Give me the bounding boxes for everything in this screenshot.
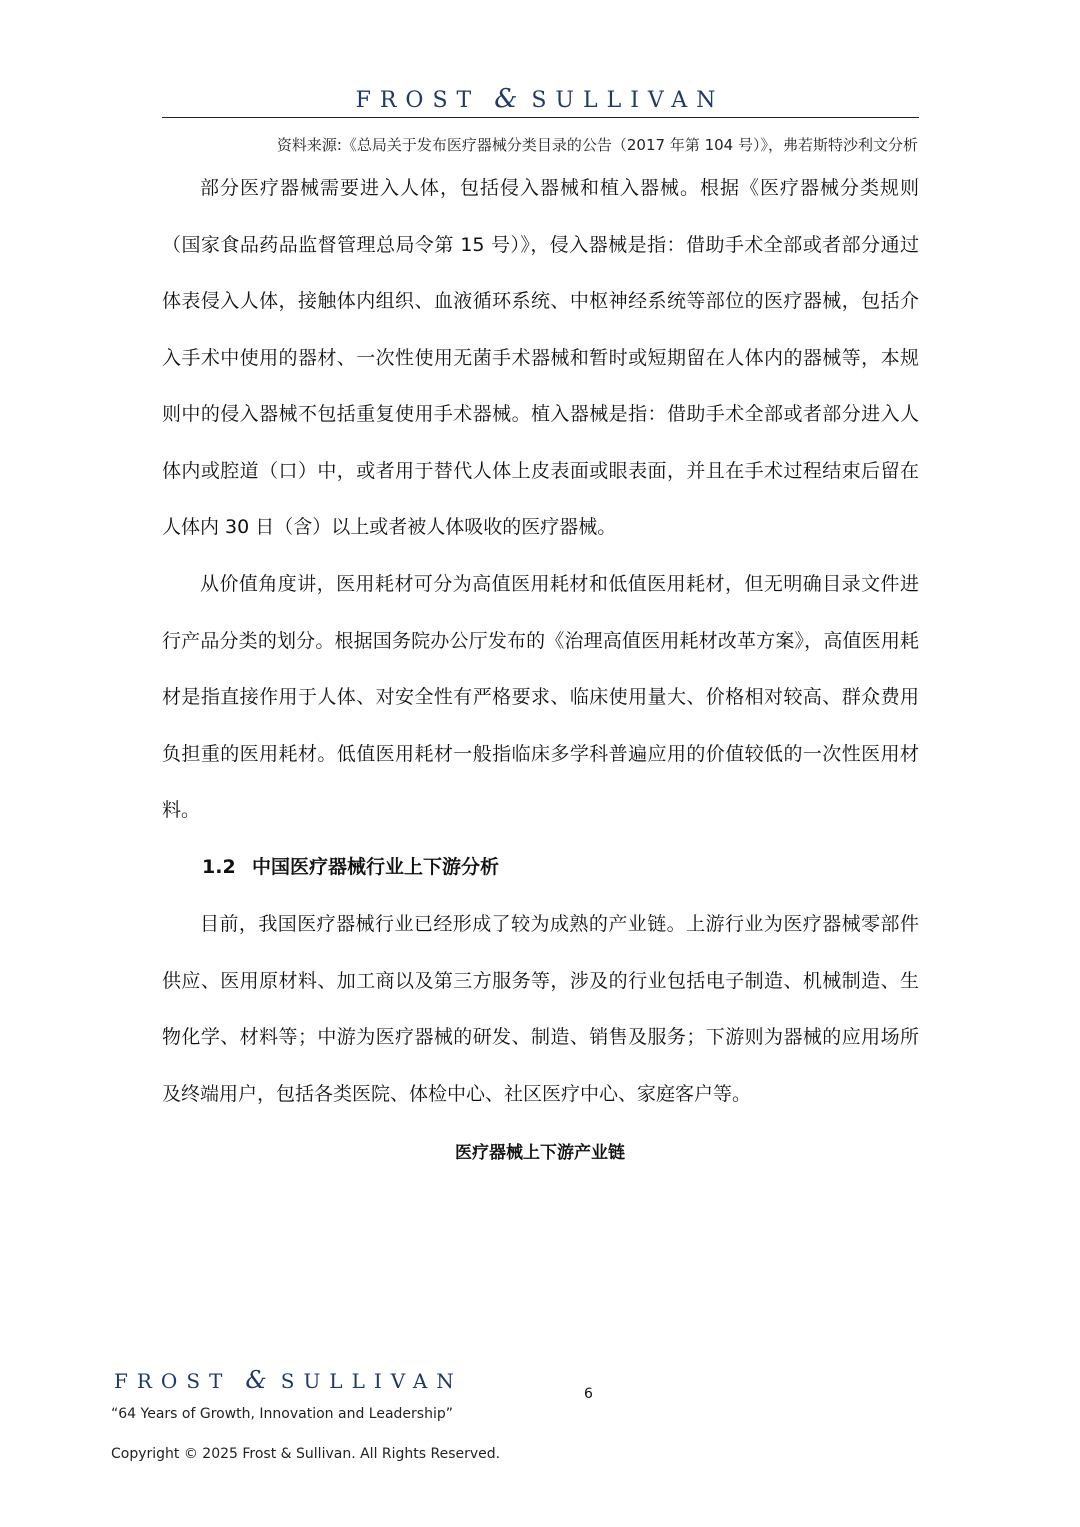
header-divider (162, 117, 919, 118)
paragraph-industry-chain: 目前，我国医疗器械行业已经形成了较为成熟的产业链。上游行业为医疗器械零部件供应、医用原材料、加工商以及第三方服务等，涉及的行业包括电子制造、机械制造、生物化学、材料等；中游为医疗器械的研发、制造、销售及服务；下游则为器械的应用场所及终端用户，包括各类医院、体检中心、社区医疗中心、家庭客户等。 (162, 913, 919, 1105)
header-logo-ampersand: & (494, 84, 518, 114)
footer-tagline: “64 Years of Growth, Innovation and Leadership” (111, 1406, 453, 1422)
paragraph-invasive-devices: 部分医疗器械需要进入人体，包括侵入器械和植入器械。根据《医疗器械分类规则（国家食品药品监督管理总局令第 15 号）》，侵入器械是指：借助手术全部或者部分通过体表侵入人体，接触体内组织、血液循环系统、中枢神经系统等部位的医疗器械，包括介入手术中使用的器材、一次性使用无菌手术器械和暂时或短期留在人体内的器械等，本规则中的侵入器械不包括重复使用手术器械。植入器械是指：借助手术全部或者部分进入人体内或腔道（口）中，或者用于替代人体上皮表面或眼表面，并且在手术过程结束后留在人体内 30 日（含）以上或者被人体吸收的医疗器械。 (162, 177, 919, 538)
paragraph-consumables-value: 从价值角度讲，医用耗材可分为高值医用耗材和低值医用耗材，但无明确目录文件进行产品分类的划分。根据国务院办公厅发布的《治理高值医用耗材改革方案》，高值医用耗材是指直接作用于人体、对安全性有严格要求、临床使用量大、价格相对较高、群众费用负担重的医用耗材。低值医用耗材一般指临床多学科普遍应用的价值较低的一次性医用材料。 (162, 573, 919, 821)
source-note: 资料来源:《总局关于发布医疗器械分类目录的公告（2017 年第 104 号）》，弗若斯特沙利文分析 (276, 136, 918, 154)
figure-title: 医疗器械上下游产业链 (455, 1143, 625, 1163)
section-heading (202, 852, 499, 879)
footer-copyright: Copyright © 2025 Frost & Sullivan. All Rights Reserved. (111, 1446, 501, 1462)
header-logo-sullivan: SULLIVAN (531, 88, 725, 113)
footer-logo-ampersand: & (245, 1366, 267, 1394)
footer-logo-frost: FROST (114, 1369, 232, 1393)
footer-logo-sullivan: SULLIVAN (280, 1369, 463, 1393)
section-number: 1.2 (202, 856, 236, 878)
header-logo (0, 84, 1080, 114)
footer-logo (114, 1366, 463, 1394)
section-title: 中国医疗器械行业上下游分析 (252, 856, 500, 878)
page-number: 6 (584, 1386, 593, 1402)
header-logo-frost: FROST (355, 88, 481, 113)
